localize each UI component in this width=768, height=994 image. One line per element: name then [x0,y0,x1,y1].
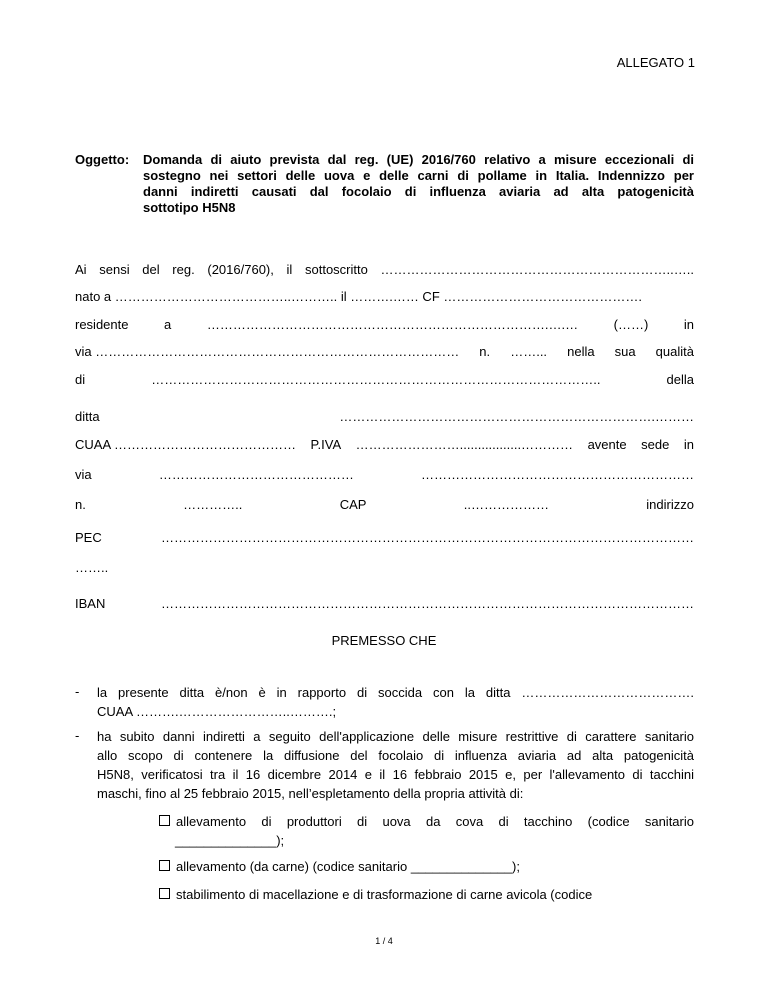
row-text: ditta [75,409,100,424]
oggetto-line: sostegno nei settori delle uova e delle carni di pollame in Italia. Indennizzo per [143,168,694,183]
row-sede-via [75,467,694,483]
dash: - [75,684,80,699]
oggetto-line: danni indiretti causati dal focolaio di influenza aviaria ad alta patogenicità [143,184,694,199]
row-text: sensi [99,262,130,277]
row-text: del [142,262,160,277]
item-line: CUAA ……….……………………..……….; [97,704,337,719]
via-field[interactable]: via ………………………………………………………………………… [75,344,460,359]
qualita-field[interactable]: ………………………………………………………………………………………….. [151,372,601,387]
row-text: via [75,467,92,482]
premesso-heading: PREMESSO CHE [331,633,437,648]
checkbox-item [159,857,694,876]
row-text: in [683,317,694,332]
checkbox-item [159,812,694,850]
oggetto-text [143,152,694,216]
row-qualita [75,372,694,388]
provincia-field[interactable]: (……) [613,317,649,332]
pec-continuation[interactable]: …….. [75,560,109,575]
premesso-item [97,727,694,803]
row-text: della [666,372,694,387]
oggetto-line: sottotipo H5N8 [143,200,236,215]
iban-field[interactable]: …………………………………………………………………………………………………………… [161,596,694,611]
check-line: stabilimento di macellazione e di trasformazione di carne avicola (codice [176,887,593,902]
item-line: maschi, fino al 25 febbraio 2015, nell’espletamento della propria attività di: [97,786,524,801]
page-number: 1 / 4 [375,936,393,946]
row-via [75,344,694,360]
row-text: sede [641,437,670,452]
row-nato[interactable]: nato a …………………………………..……….. il ……….…… CF ………………………………………. [75,289,642,304]
row-text: sua [614,344,636,359]
pec-field[interactable]: …………………………………………………………………………………………………………… [161,530,694,545]
row-text: (2016/760), [207,262,274,277]
item-line: allo scopo di contenere la diffusione del focolaio di influenza aviaria ad alta patogenicità [97,748,694,763]
sede-numero-field[interactable]: ………….. [183,497,243,512]
row-text: nella [567,344,595,359]
row-text: a [164,317,172,332]
item-line: ha subito danni indiretti a seguito dell'applicazione delle misure restrittive di carattere sanitario [97,729,694,744]
row-text: CAP [339,497,367,512]
row-residente [75,317,694,333]
cuaa-field[interactable]: CUAA …………………………………… [75,437,297,452]
numero-field[interactable]: ……... [510,344,548,359]
allegato-label: ALLEGATO 1 [616,55,695,70]
row-ditta [75,409,694,425]
row-text: P.IVA [310,437,342,452]
row-text: di [75,372,86,387]
item-line: la presente ditta è/non è in rapporto di soccida con la ditta …………………………………. [97,685,694,700]
check-line: allevamento (da carne) (codice sanitario ______________); [176,859,520,874]
checkbox-icon[interactable] [159,888,170,899]
checkbox-icon[interactable] [159,860,170,871]
piva-field[interactable]: …………………….................………… [355,437,574,452]
check-line: ______________); [175,833,285,848]
row-text: il [286,262,293,277]
item-line: H5N8, verificatosi tra il 16 dicembre 2014 e il 16 febbraio 2015 e, per l'allevamento di tacchini [97,767,694,782]
ditta-field[interactable]: ……………………………………………………………….……… [339,409,694,424]
sede-via-field-2[interactable]: ……………………………………………………… [421,467,694,482]
row-text: residente [75,317,129,332]
row-text: indirizzo [646,497,694,512]
residente-field[interactable]: …………………………………………………………………….….… [206,317,579,332]
check-line: allevamento di produttori di uova da cova di tacchino (codice sanitario [176,814,694,829]
sottoscritto-field[interactable]: …………………………………………………………..….. [380,262,694,277]
premesso-item [97,683,694,721]
row-text: IBAN [75,596,106,611]
row-text: in [683,437,694,452]
sede-via-field[interactable]: ……………………………………… [158,467,354,482]
cap-field[interactable]: ..……………… [463,497,549,512]
row-text: Ai [75,262,87,277]
dash: - [75,728,80,743]
oggetto-line: Domanda di aiuto prevista dal reg. (UE) 2016/760 relativo a misure eccezionali di [143,152,694,167]
row-text: reg. [172,262,195,277]
row-text: avente [587,437,627,452]
row-sottoscritto [75,262,694,278]
row-iban [75,596,694,612]
row-text: qualità [655,344,694,359]
checkbox-item [159,885,694,904]
row-cuaa [75,437,694,453]
oggetto-label: Oggetto: [75,152,130,167]
row-text: n. [75,497,86,512]
checkbox-icon[interactable] [159,815,170,826]
row-text: PEC [75,530,102,545]
row-text: n. [479,344,491,359]
row-cap [75,497,694,513]
row-text: sottoscritto [305,262,368,277]
row-pec [75,530,694,546]
